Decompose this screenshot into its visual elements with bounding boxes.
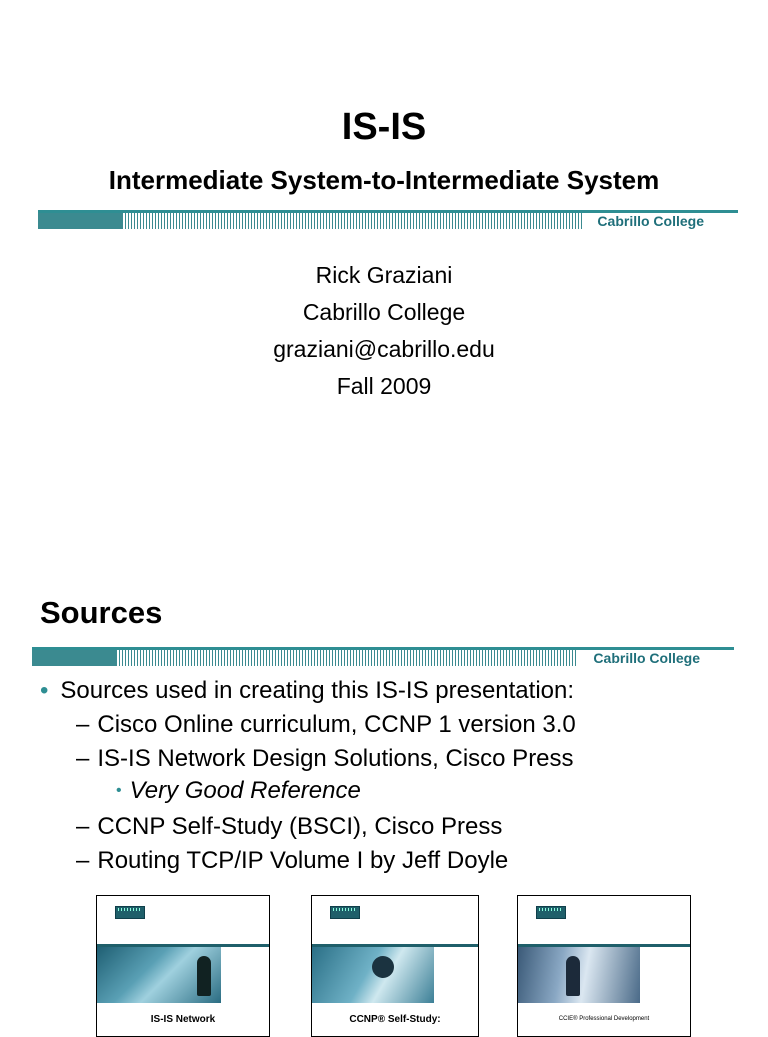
bullet-item: [76, 847, 508, 875]
bullet-item: [40, 677, 574, 705]
slide-title: IS-IS: [341, 106, 427, 148]
author-name: Rick Graziani: [315, 262, 453, 288]
header-bar-stripes: [122, 213, 582, 229]
dash-marker: –: [76, 745, 90, 772]
bullet-text: Very Good Reference: [129, 777, 361, 804]
header-bar: [32, 647, 734, 667]
book-cover: [311, 895, 479, 1037]
cisco-logo-icon: [115, 906, 145, 919]
author-email: graziani@cabrillo.edu: [273, 336, 495, 362]
bullet-item: [76, 813, 502, 841]
cisco-logo-icon: [330, 906, 360, 919]
bullet-text: IS-IS Network Design Solutions, Cisco Press: [97, 745, 574, 772]
header-bar-solid: [38, 213, 122, 229]
header-bar: [38, 210, 738, 230]
book-cover: [517, 895, 691, 1037]
book-title: CCIE® Professional Development: [558, 1016, 650, 1022]
person-figure-icon: [566, 956, 580, 996]
dash-marker: –: [76, 813, 90, 840]
bullet-text: Sources used in creating this IS-IS presentation:: [60, 677, 575, 704]
slide-title: Sources: [40, 595, 163, 630]
header-bar-stripes: [116, 650, 576, 666]
book-title: CCNP® Self-Study:: [349, 1014, 441, 1025]
cisco-logo-icon: [536, 906, 566, 919]
cover-photo: [312, 947, 434, 1003]
bullet-item: [76, 745, 574, 773]
bullet-marker: •: [116, 782, 122, 799]
bullet-marker: •: [40, 677, 49, 704]
dash-marker: –: [76, 711, 90, 738]
header-bar-solid: [32, 650, 116, 666]
bullet-text: Cisco Online curriculum, CCNP 1 version 3.0: [97, 711, 576, 738]
author-college: Cabrillo College: [302, 299, 466, 325]
dash-marker: –: [76, 847, 90, 874]
sources-slide: [0, 565, 768, 1024]
person-figure-icon: [372, 956, 394, 978]
brand-label: Cabrillo College: [593, 650, 700, 666]
book-cover: [96, 895, 270, 1037]
person-figure-icon: [197, 956, 211, 996]
slide-subtitle: Intermediate System-to-Intermediate System: [108, 165, 660, 195]
brand-label: Cabrillo College: [597, 213, 704, 229]
bullet-text: Routing TCP/IP Volume I by Jeff Doyle: [97, 847, 509, 874]
bullet-item: [76, 711, 576, 739]
book-title: IS-IS Network: [150, 1014, 216, 1025]
bullet-text: CCNP Self-Study (BSCI), Cisco Press: [97, 813, 503, 840]
term-label: Fall 2009: [336, 373, 432, 399]
bullet-item: [116, 777, 361, 805]
